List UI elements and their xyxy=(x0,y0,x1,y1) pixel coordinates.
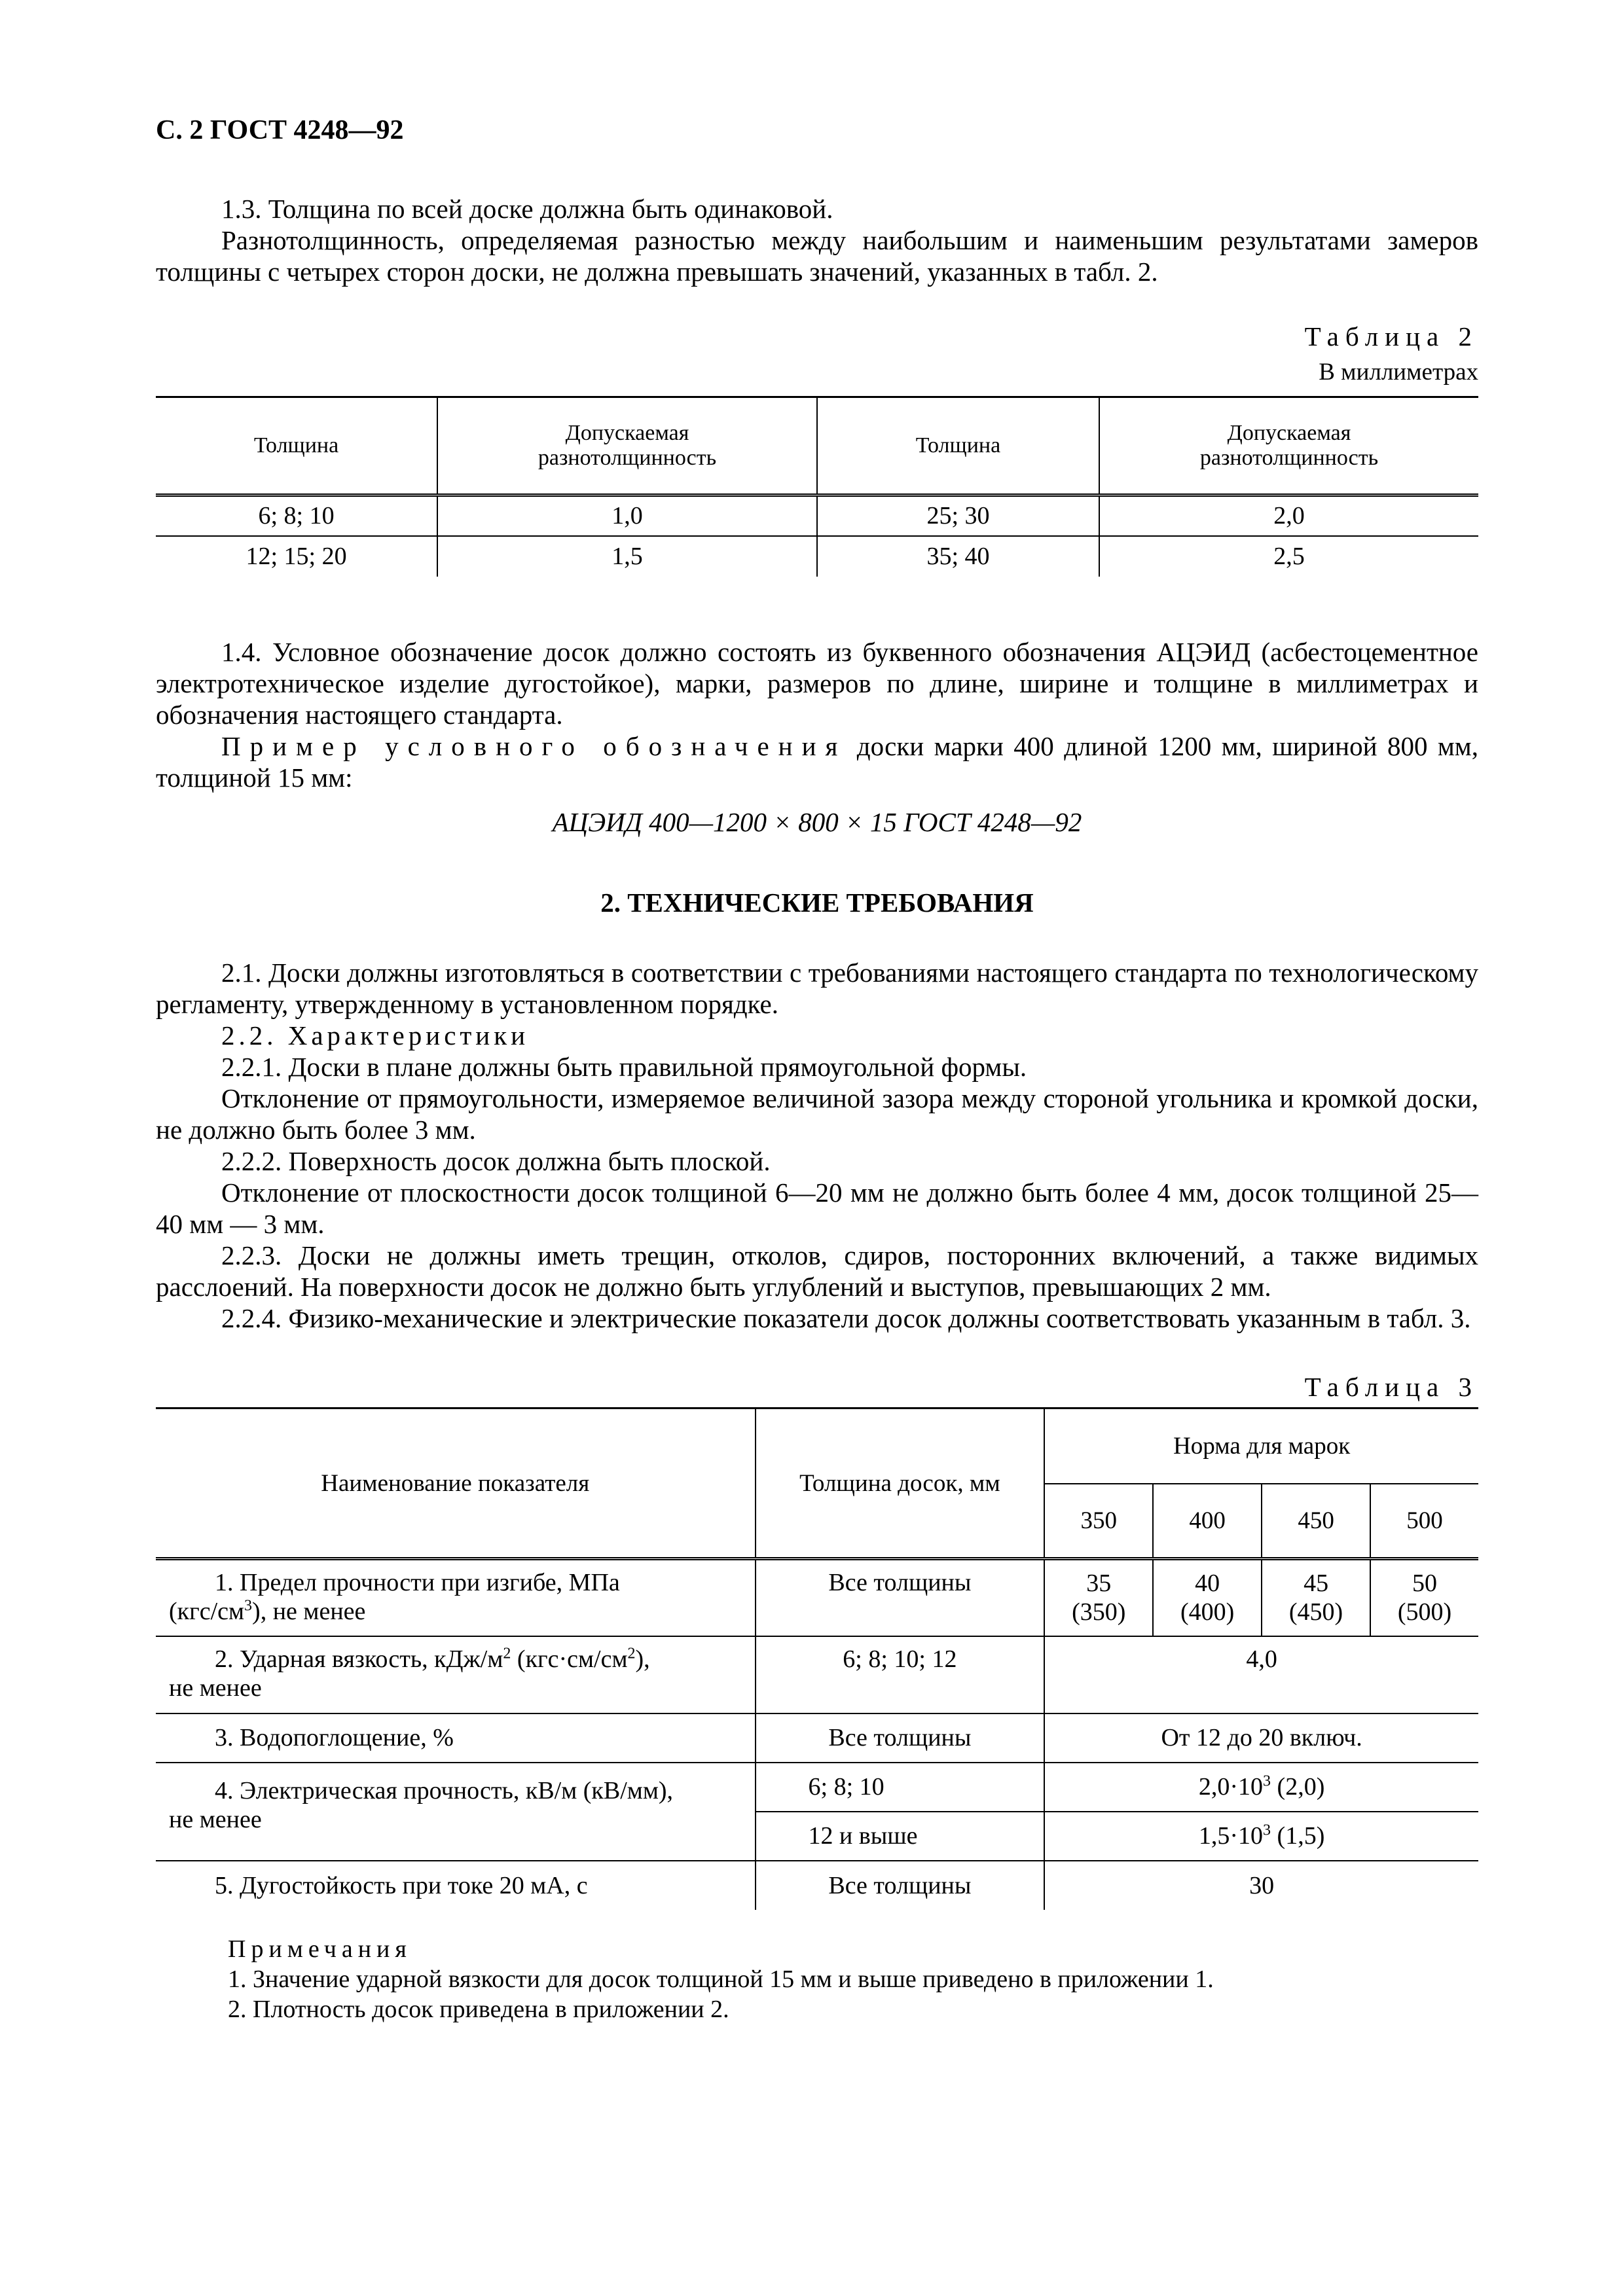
sup-3: 3 xyxy=(244,1597,253,1615)
example-code: АЦЭИД 400—1200 × 800 × 15 ГОСТ 4248—92 xyxy=(552,807,1082,837)
t3-row2-thickness: 6; 8; 10; 12 xyxy=(756,1636,1045,1713)
t3-row4a-value xyxy=(1044,1763,1478,1812)
t3-row3-name xyxy=(156,1713,756,1763)
table-3 xyxy=(156,1407,1478,1910)
paragraph-2-2-3: 2.2.3. Доски не должны иметь трещин, отколов, сдиров, посторонних включений, а также видимых расслоений. На поверхности досок не должно быть углублений и выступов, превышающих 2 мм. xyxy=(156,1240,1478,1302)
sup-2: 2 xyxy=(503,1644,511,1662)
table-cell: 12; 15; 20 xyxy=(246,543,347,570)
t3-row2-name-d: не менее xyxy=(169,1674,262,1702)
t3-row5-name xyxy=(156,1861,756,1910)
t3-value-kgf: (450) xyxy=(1288,1598,1343,1626)
t3-row4a-thickness: 6; 8; 10 xyxy=(756,1763,1045,1812)
notes-title: Примечания xyxy=(228,1935,412,1963)
t3-header-thickness: Толщина досок, мм xyxy=(756,1408,1045,1559)
t3-row5-value: 30 xyxy=(1044,1861,1478,1910)
t3-row1-400 xyxy=(1153,1559,1262,1636)
t3-row4-name-a: 4. Электрическая прочность, кВ/м (кВ/мм), xyxy=(215,1776,674,1804)
table-cell: 1,5 xyxy=(437,536,817,577)
notes-block xyxy=(156,1934,1478,2024)
t3-row5-thickness: Все толщины xyxy=(756,1861,1045,1910)
table-cell: 1,0 xyxy=(437,495,817,536)
t3-value: 40 xyxy=(1195,1570,1220,1598)
t3-row2-value: 4,0 xyxy=(1044,1636,1478,1713)
paragraph-1-3-cont: Разнотолщинность, определяемая разностью между наибольшим и наименьшим результатами замеров толщины с четырех сторон доски, не должна превышать значений, указанных в табл. 2. xyxy=(156,225,1478,287)
t3-row3-value: От 12 до 20 включ. xyxy=(1044,1713,1478,1763)
t3-value: 45 xyxy=(1304,1570,1329,1598)
example-text: доски марки 400 длиной 1200 мм, шириной 800 мм, толщиной 15 мм: xyxy=(156,731,1478,793)
sup-3: 3 xyxy=(1263,1772,1271,1790)
t3-row1-450 xyxy=(1262,1559,1370,1636)
t3-grade-500: 500 xyxy=(1370,1484,1478,1559)
t3-value-kgf: (500) xyxy=(1397,1598,1452,1626)
t2-header-thickness-2: Толщина xyxy=(817,397,1099,495)
t3-row4b-thickness: 12 и выше xyxy=(756,1812,1045,1861)
paragraph-2-2-2-cont: Отклонение от плоскостности досок толщиной 6—20 мм не должно быть более 4 мм, досок толщиной 25—40 мм — 3 мм. xyxy=(156,1177,1478,1239)
t3-row4a-value-a: 2,0·10 xyxy=(1198,1773,1264,1801)
section-2-title: 2. ТЕХНИЧЕСКИЕ ТРЕБОВАНИЯ xyxy=(600,888,1034,918)
t3-row2-name-b: (кгс·см/см xyxy=(511,1645,628,1673)
t3-row4b-value-b: (1,5) xyxy=(1271,1822,1325,1850)
paragraph-2-2-1-cont: Отклонение от прямоугольности, измеряемое величиной зазора между стороной угольника и кромкой доски, не должно быть более 3 мм. xyxy=(156,1083,1478,1145)
t3-row1-name xyxy=(156,1559,756,1636)
page-header: С. 2 ГОСТ 4248—92 xyxy=(156,115,404,145)
paragraph-2-1: 2.1. Доски должны изготовляться в соответствии с требованиями настоящего стандарта по технологическому регламенту, утвержденному в установленном порядке. xyxy=(156,958,1478,1019)
table-cell: 25; 30 xyxy=(817,495,1099,536)
sup-3: 3 xyxy=(1263,1821,1271,1839)
t3-row4b-value xyxy=(1044,1812,1478,1861)
t2-header-thickness: Толщина xyxy=(156,397,437,495)
t3-row3-thickness: Все толщины xyxy=(756,1713,1045,1763)
table-cell: 6; 8; 10 xyxy=(156,495,437,536)
t3-value: 35 xyxy=(1086,1570,1112,1598)
table-cell: 35; 40 xyxy=(817,536,1099,577)
t3-row1-350 xyxy=(1044,1559,1153,1636)
t3-row1-name-c: ), не менее xyxy=(252,1598,366,1625)
t3-row4-name-b: не менее xyxy=(169,1805,262,1833)
paragraph-2-2-2: 2.2.2. Поверхность досок должна быть плоской. xyxy=(221,1146,771,1176)
t3-row2-name-c: ), xyxy=(635,1645,650,1673)
t2-header-tolerance: Допускаемая разнотолщинность xyxy=(437,397,817,495)
table2-caption: Таблица 2 xyxy=(1304,321,1478,351)
paragraph-2-2-1: 2.2.1. Доски в плане должны быть правильной прямоугольной формы. xyxy=(221,1052,1027,1082)
t3-header-norm: Норма для марок xyxy=(1044,1408,1478,1484)
t3-row4-name xyxy=(156,1763,756,1861)
t3-row5-name-text: 5. Дугостойкость при токе 20 мА, с xyxy=(215,1871,588,1899)
paragraph-2-2: 2.2. Характеристики xyxy=(221,1020,530,1050)
t3-row2-name-a: 2. Ударная вязкость, кДж/м xyxy=(215,1645,503,1673)
example-paragraph xyxy=(156,730,1478,793)
table3-caption: Таблица 3 xyxy=(1304,1372,1478,1402)
note-2: 2. Плотность досок приведена в приложении 2. xyxy=(228,1996,729,2023)
table-2 xyxy=(156,396,1478,577)
t3-value-kgf: (350) xyxy=(1072,1598,1126,1626)
t3-row2-name xyxy=(156,1636,756,1713)
t3-value: 50 xyxy=(1412,1570,1438,1598)
note-1: 1. Значение ударной вязкости для досок толщиной 15 мм и выше приведено в приложении 1. xyxy=(228,1965,1214,1993)
paragraph-1-3: 1.3. Толщина по всей доске должна быть одинаковой. xyxy=(221,194,833,224)
paragraph-1-4: 1.4. Условное обозначение досок должно состоять из буквенного обозначения АЦЭИД (асбестоцементное электротехническое изделие дугостойкое), марки, размеров по длине, ширине и толщине в миллиметрах и обозначения настоящего стандарта. xyxy=(156,637,1478,730)
paragraph-2-2-4: 2.2.4. Физико-механические и электрические показатели досок должны соответствовать указанным в табл. 3. xyxy=(221,1303,1471,1333)
t3-grade-350: 350 xyxy=(1044,1484,1153,1559)
t2-header-tolerance-2: Допускаемая разнотолщинность xyxy=(1099,397,1478,495)
t3-row1-500 xyxy=(1370,1559,1478,1636)
t3-value-kgf: (400) xyxy=(1180,1598,1235,1626)
t3-row1-name-b: (кгс/см xyxy=(169,1598,245,1625)
table2-unit: В миллиметрах xyxy=(1319,359,1478,386)
example-label: Пример условного обозначения xyxy=(221,731,847,761)
t3-row4a-value-b: (2,0) xyxy=(1271,1773,1325,1801)
t3-header-name: Наименование показателя xyxy=(156,1408,756,1559)
t3-grade-400: 400 xyxy=(1153,1484,1262,1559)
table-cell: 2,5 xyxy=(1099,536,1478,577)
sup-2: 2 xyxy=(627,1644,636,1662)
t3-row3-name-text: 3. Водопоглощение, % xyxy=(215,1724,454,1751)
table-cell: 2,0 xyxy=(1099,495,1478,536)
t3-grade-450: 450 xyxy=(1262,1484,1370,1559)
t3-row4b-value-a: 1,5·10 xyxy=(1198,1822,1264,1850)
t3-row1-thickness: Все толщины xyxy=(756,1559,1045,1636)
t3-row1-name-line1: 1. Предел прочности при изгибе, МПа xyxy=(215,1569,620,1596)
